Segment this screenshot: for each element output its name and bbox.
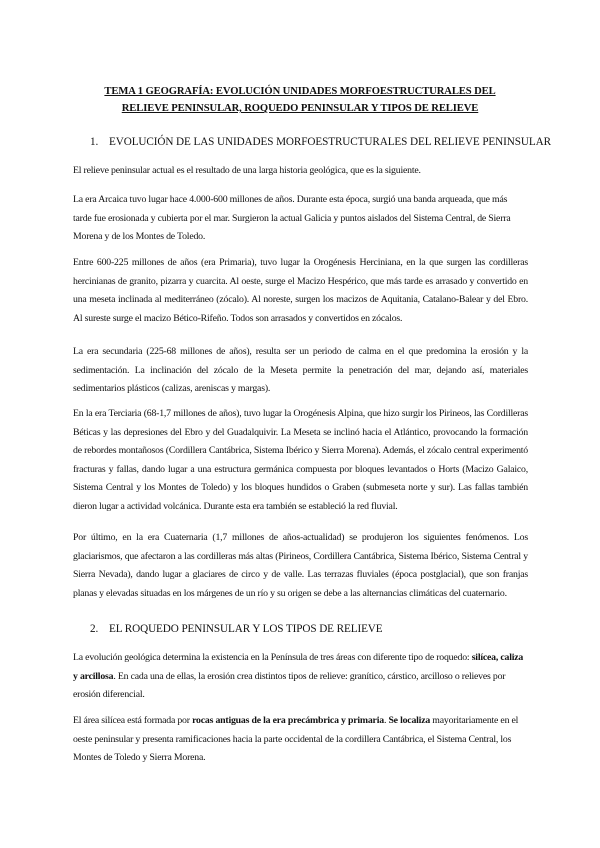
text-run: El área silícea está formada por: [73, 715, 193, 726]
paragraph: La era secundaria (225-68 millones de años), resulta ser un periodo de calma en el que predomina la erosión y la sedimentación. La inclinación del zócalo de la Meseta permite la penetración del mar, dejando así, materiales sedimentarios plásticos (calizas, areniscas y margas).: [73, 346, 528, 394]
document-title: [90, 83, 510, 117]
bold-text-run: Se localiza: [388, 715, 431, 726]
title-line-1: TEMA 1 GEOGRAFÍA: EVOLUCIÓN UNIDADES MORFOESTRUCTURALES DEL: [104, 86, 496, 97]
section-1-title: EVOLUCIÓN DE LAS UNIDADES MORFOESTRUCTURALES DEL RELIEVE PENINSULAR: [109, 136, 551, 148]
paragraph: En la era Terciaria (68-1,7 millones de años), tuvo lugar la Orogénesis Alpina, que hizo surgir los Pirineos, las Cordilleras Béticas y las depresiones del Ebro y del Guadalquivir. La Meseta se inclinó hacia el Atlántico, provocando la formación de rebordes montañosos (Cordillera Cantábrica, Sistema Ibérico y Sierra Morena). Además, el zócalo central experimentó fracturas y fallas, dando lugar a una estructura germánica compuesta por bloques levantados o Horts (Macizo Galaico, Sistema Central y los Montes de Toledo) y los bloques hundidos o Graben (submeseta norte y sur). Las fallas también dieron lugar a actividad volcánica. Durante esta era también se estableció la red fluvial.: [73, 408, 528, 512]
section-2-number: 2.: [90, 623, 99, 635]
paragraph: [73, 712, 528, 768]
paragraph: Entre 600-225 millones de años (era Primaria), tuvo lugar la Orogénesis Herciniana, en la que surgen las cordilleras hercinianas de granito, pizarra y cuarcita. Al oeste, surge el Macizo Hespérico, que más tarde es arrasado y convertido en una meseta inclinada al mediterráneo (zócalo). Al noreste, surgen los macizos de Aquitania, Catalano-Balear y del Ebro. Al sureste surge el macizo Bético-Rifeño. Todos son arrasados y convertidos en zócalos.: [73, 257, 528, 324]
bold-text-run: silícea, caliza y arcillosa: [73, 652, 524, 682]
paragraph: Por último, en la era Cuaternaria (1,7 millones de años-actualidad) se produjeron los siguientes fenómenos. Los glaciarismos, que afectaron a las cordilleras más altas (Pirineos, Cordillera Cantábrica, Sistema Ibérico, Sistema Central y Sierra Nevada), dando lugar a glaciares de circo y de valle. Las terrazas fluviales (época postglacial), que son franjas planas y elevadas situadas en los márgenes de un río y su origen se debe a las alternancias climáticas del cuaternario.: [73, 532, 528, 599]
bold-text-run: rocas antiguas de la era precámbrica y primaria: [192, 715, 384, 726]
paragraph: [73, 649, 528, 705]
text-run: .: [383, 715, 389, 726]
text-run: . En cada una de ellas, la erosión crea distintos tipos de relieve: granítico, cárstico, arcilloso o relieves por erosión diferencial.: [73, 670, 506, 700]
title-line-2: RELIEVE PENINSULAR, ROQUEDO PENINSULAR Y TIPOS DE RELIEVE: [121, 103, 479, 114]
text-run: mayoritariamente en el oeste peninsular y presenta ramificaciones hacia la parte occidental de la cordillera Cantábrica, el Sistema Central, los Montes de Toledo y Sierra Morena.: [73, 715, 519, 763]
section-2-heading: [90, 622, 383, 636]
section-1-heading: [90, 135, 551, 149]
text-run: La evolución geológica determina la existencia en la Península de tres áreas con diferente tipo de roquedo:: [73, 652, 470, 663]
paragraph: La era Arcaica tuvo lugar hace 4.000-600 millones de años. Durante esta época, surgió una banda arqueada, que más tarde fue erosionada y cubierta por el mar. Surgieron la actual Galicia y puntos aislados del Sistema Central, de Sierra Morena y de los Montes de Toledo.: [73, 194, 511, 242]
section-2-title: EL ROQUEDO PENINSULAR Y LOS TIPOS DE RELIEVE: [109, 623, 383, 635]
section-1-number: 1.: [90, 136, 99, 148]
paragraph: El relieve peninsular actual es el resultado de una larga historia geológica, que es la siguiente.: [73, 165, 421, 176]
